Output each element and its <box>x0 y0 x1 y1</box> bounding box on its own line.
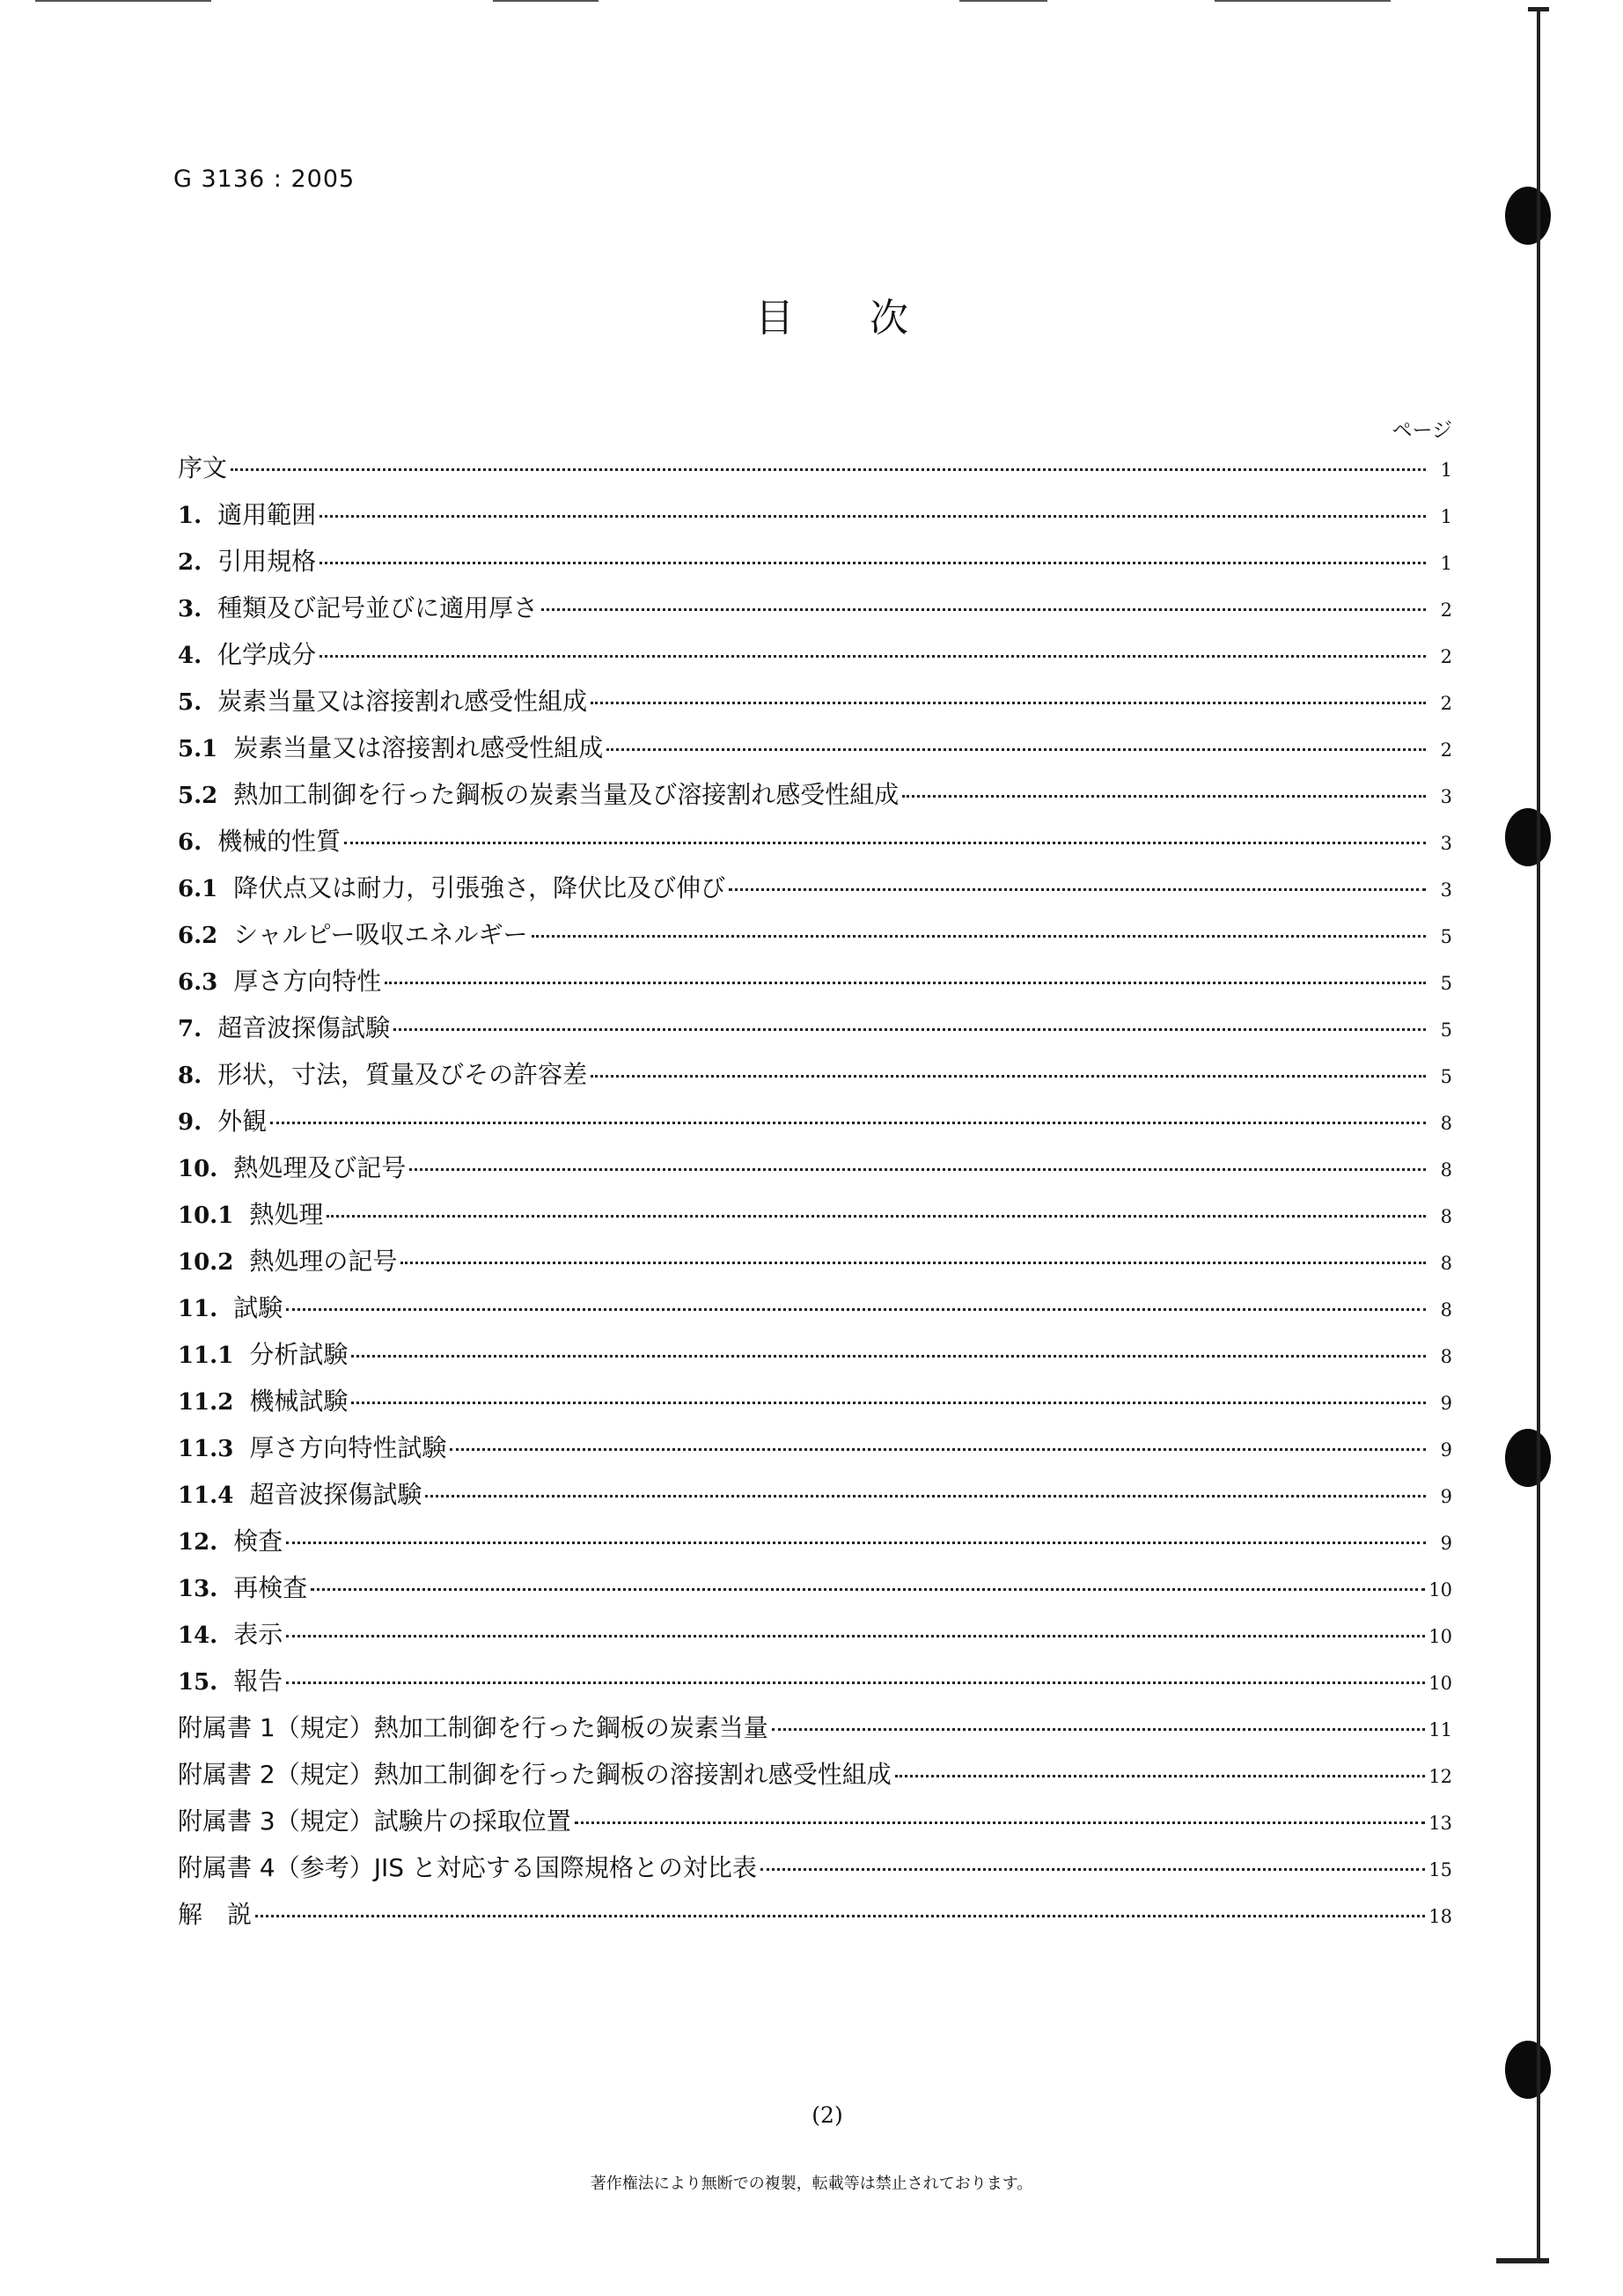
toc-entry <box>178 822 1452 869</box>
toc-leader-dots <box>255 1915 1425 1917</box>
toc-entry <box>178 1615 1452 1662</box>
toc-entry-title: 機械的性質 <box>217 827 341 856</box>
toc-entry-number: 10.2 <box>178 1249 234 1276</box>
toc-leader-dots <box>231 468 1426 471</box>
toc-entry-title: 化学成分 <box>217 640 317 669</box>
toc-leader-dots <box>385 982 1426 984</box>
toc-entry-page: 12 <box>1428 1766 1452 1787</box>
toc-entry-page: 2 <box>1440 646 1452 667</box>
toc-leader-dots <box>729 888 1426 891</box>
toc-entry-title: 検査 <box>233 1527 283 1556</box>
toc-entry-title: 分析試験 <box>249 1340 349 1369</box>
toc-entry-number: 12. <box>178 1529 218 1556</box>
toc-entry-page: 15 <box>1428 1859 1452 1880</box>
toc-entry-page: 10 <box>1428 1579 1452 1601</box>
toc-entry-title: 序文 <box>178 453 228 482</box>
toc-entry-title: 附属書 4（参考）JIS と対応する国際規格との対比表 <box>178 1853 757 1882</box>
toc-entry-title: 再検査 <box>233 1573 308 1602</box>
toc-entry <box>178 962 1452 1009</box>
toc-entry-title: 外観 <box>217 1107 268 1136</box>
toc-leader-dots <box>591 702 1426 704</box>
toc-entry <box>178 776 1452 822</box>
table-of-contents <box>178 449 1452 1942</box>
toc-entry <box>178 1475 1452 1522</box>
toc-entry-page: 18 <box>1428 1906 1452 1927</box>
toc-entry-page: 10 <box>1428 1626 1452 1647</box>
toc-leader-dots <box>393 1028 1426 1031</box>
toc-entry-number: 1. <box>178 503 202 529</box>
toc-entry-page: 8 <box>1440 1113 1452 1134</box>
toc-leader-dots <box>575 1821 1426 1824</box>
toc-leader-dots <box>902 795 1426 798</box>
toc-leader-dots <box>286 1542 1426 1544</box>
toc-leader-dots <box>541 608 1426 611</box>
toc-entry-number: 6.1 <box>178 876 218 902</box>
toc-entry <box>178 1569 1452 1615</box>
toc-entry <box>178 1382 1452 1429</box>
toc-entry <box>178 1242 1452 1289</box>
punch-hole-icon <box>1505 187 1551 245</box>
copyright-notice: 著作権法により無断での複製，転載等は禁止されております。 <box>590 2175 1033 2193</box>
toc-entry-number: 13. <box>178 1576 218 1602</box>
toc-entry-title: 附属書 2（規定）熱加工制御を行った鋼板の溶接割れ感受性組成 <box>178 1760 892 1789</box>
toc-entry-number: 6. <box>178 829 202 856</box>
toc-leader-dots <box>409 1168 1426 1171</box>
toc-entry-page: 10 <box>1428 1673 1452 1694</box>
toc-entry-number: 11.2 <box>178 1389 234 1416</box>
toc-entry-number: 10. <box>178 1156 218 1182</box>
toc-entry-title: 適用範囲 <box>217 500 317 529</box>
toc-entry-page: 5 <box>1440 973 1452 994</box>
toc-entry-title: 降伏点又は耐力，引張強さ，降伏比及び伸び <box>233 873 726 902</box>
toc-entry <box>178 1895 1452 1942</box>
toc-entry <box>178 1336 1452 1382</box>
toc-leader-dots <box>327 1215 1426 1218</box>
toc-entry <box>178 1289 1452 1336</box>
footer-page-number: (2) <box>812 2102 843 2128</box>
punch-hole-icon <box>1505 2041 1551 2099</box>
page-title: 目 次 <box>755 296 940 341</box>
toc-entry-number: 6.2 <box>178 923 218 949</box>
toc-leader-dots <box>606 748 1426 751</box>
toc-entry-number: 9. <box>178 1109 202 1136</box>
toc-entry-page: 8 <box>1440 1253 1452 1274</box>
toc-entry-page: 5 <box>1440 1019 1452 1041</box>
binding-edge-bottom <box>1496 2258 1549 2263</box>
toc-leader-dots <box>450 1448 1426 1451</box>
toc-leader-dots <box>760 1868 1425 1871</box>
toc-entry-title: 附属書 3（規定）試験片の採取位置 <box>178 1807 571 1836</box>
toc-leader-dots <box>270 1122 1426 1124</box>
toc-entry-page: 11 <box>1428 1719 1452 1740</box>
punch-hole-icon <box>1505 1429 1551 1487</box>
standard-code: G 3136 : 2005 <box>173 166 356 193</box>
toc-leader-dots <box>351 1402 1426 1404</box>
toc-entry-page: 1 <box>1440 553 1452 574</box>
toc-entry-number: 5.2 <box>178 783 218 809</box>
toc-entry-title: シャルピー吸収エネルギー <box>233 920 528 949</box>
toc-entry-page: 13 <box>1428 1813 1452 1834</box>
toc-entry <box>178 869 1452 916</box>
toc-leader-dots <box>344 842 1426 844</box>
toc-entry-number: 7. <box>178 1016 202 1042</box>
toc-entry <box>178 1102 1452 1149</box>
toc-entry-page: 2 <box>1440 740 1452 761</box>
toc-entry-title: 熱処理及び記号 <box>233 1153 407 1182</box>
toc-entry-page: 3 <box>1440 879 1452 901</box>
toc-entry-title: 解 説 <box>178 1900 253 1929</box>
toc-entry-page: 8 <box>1440 1299 1452 1321</box>
toc-entry <box>178 1056 1452 1102</box>
toc-entry-page: 2 <box>1440 600 1452 621</box>
toc-leader-dots <box>286 1682 1425 1684</box>
toc-entry-title: 機械試験 <box>249 1387 349 1416</box>
toc-entry <box>178 1755 1452 1802</box>
toc-entry-title: 熱処理の記号 <box>249 1247 398 1276</box>
toc-entry-title: 炭素当量又は溶接割れ感受性組成 <box>217 687 588 716</box>
toc-leader-dots <box>425 1495 1426 1498</box>
toc-entry-title: 厚さ方向特性試験 <box>249 1433 447 1462</box>
toc-leader-dots <box>319 655 1426 658</box>
toc-entry <box>178 542 1452 589</box>
toc-leader-dots <box>311 1588 1425 1591</box>
binding-edge-top <box>1528 7 1549 11</box>
toc-entry-page: 2 <box>1440 693 1452 714</box>
toc-entry-page: 9 <box>1440 1393 1452 1414</box>
toc-entry-title: 形状，寸法，質量及びその許容差 <box>217 1060 588 1089</box>
toc-entry-number: 11.3 <box>178 1436 234 1462</box>
toc-entry <box>178 1849 1452 1895</box>
toc-entry-number: 11.4 <box>178 1483 234 1509</box>
toc-entry <box>178 1149 1452 1196</box>
toc-entry-number: 4. <box>178 643 202 669</box>
toc-entry <box>178 1429 1452 1475</box>
toc-entry-number: 6.3 <box>178 969 218 996</box>
toc-leader-dots <box>772 1728 1426 1731</box>
toc-entry <box>178 916 1452 962</box>
toc-entry-number: 15. <box>178 1669 218 1696</box>
toc-entry-title: 表示 <box>233 1620 283 1649</box>
toc-entry-page: 3 <box>1440 786 1452 807</box>
toc-entry-title: 引用規格 <box>217 547 317 576</box>
toc-entry-page: 8 <box>1440 1206 1452 1227</box>
toc-leader-dots <box>895 1775 1426 1777</box>
toc-entry-title: 附属書 1（規定）熱加工制御を行った鋼板の炭素当量 <box>178 1713 768 1742</box>
toc-entry-number: 2. <box>178 549 202 576</box>
toc-entry-number: 5. <box>178 689 202 716</box>
toc-entry <box>178 636 1452 682</box>
toc-leader-dots <box>591 1075 1426 1078</box>
toc-entry-page: 1 <box>1440 506 1452 527</box>
toc-entry <box>178 1662 1452 1709</box>
toc-entry-page: 9 <box>1440 1486 1452 1507</box>
toc-entry <box>178 1196 1452 1242</box>
toc-entry-title: 種類及び記号並びに適用厚さ <box>217 593 539 622</box>
toc-entry-number: 11. <box>178 1296 218 1322</box>
toc-entry-title: 超音波探傷試験 <box>217 1013 391 1042</box>
toc-entry-page: 8 <box>1440 1159 1452 1181</box>
toc-entry-number: 14. <box>178 1623 218 1649</box>
toc-entry-page: 9 <box>1440 1533 1452 1554</box>
page-column-label: ページ <box>1392 419 1452 442</box>
toc-entry-number: 11.1 <box>178 1343 234 1369</box>
toc-leader-dots <box>286 1635 1425 1637</box>
toc-entry-title: 炭素当量又は溶接割れ感受性組成 <box>233 733 604 762</box>
toc-entry-title: 熱処理 <box>249 1200 324 1229</box>
toc-leader-dots <box>286 1308 1426 1311</box>
toc-entry-title: 超音波探傷試験 <box>249 1480 422 1509</box>
toc-entry-page: 3 <box>1440 833 1452 854</box>
toc-entry-title: 熱加工制御を行った鋼板の炭素当量及び溶接割れ感受性組成 <box>233 780 900 809</box>
toc-entry <box>178 1709 1452 1755</box>
toc-entry-page: 5 <box>1440 1066 1452 1087</box>
toc-entry-number: 10.1 <box>178 1203 234 1229</box>
toc-entry <box>178 589 1452 636</box>
toc-leader-dots <box>351 1355 1426 1358</box>
toc-leader-dots <box>319 515 1426 518</box>
toc-entry-title: 厚さ方向特性 <box>233 967 382 996</box>
punch-hole-icon <box>1505 808 1551 866</box>
toc-leader-dots <box>319 562 1426 564</box>
toc-entry-title: 報告 <box>233 1667 283 1696</box>
scan-edge <box>959 0 1047 2</box>
toc-entry-page: 5 <box>1440 926 1452 947</box>
toc-entry <box>178 496 1452 542</box>
toc-entry <box>178 1009 1452 1056</box>
toc-entry-title: 試験 <box>233 1293 283 1322</box>
scan-edge <box>1215 0 1391 2</box>
toc-leader-dots <box>532 935 1426 938</box>
toc-leader-dots <box>400 1262 1426 1264</box>
toc-entry-page: 1 <box>1440 460 1452 481</box>
toc-entry-number: 5.1 <box>178 736 218 762</box>
toc-entry <box>178 449 1452 496</box>
toc-entry <box>178 682 1452 729</box>
toc-entry-page: 8 <box>1440 1346 1452 1367</box>
binding-edge <box>1537 9 1540 2263</box>
toc-entry <box>178 1802 1452 1849</box>
toc-entry-page: 9 <box>1440 1439 1452 1461</box>
toc-entry <box>178 729 1452 776</box>
toc-entry-number: 8. <box>178 1063 202 1089</box>
toc-entry-number: 3. <box>178 596 202 622</box>
toc-entry <box>178 1522 1452 1569</box>
scan-edge <box>493 0 599 2</box>
scan-edge <box>35 0 211 2</box>
